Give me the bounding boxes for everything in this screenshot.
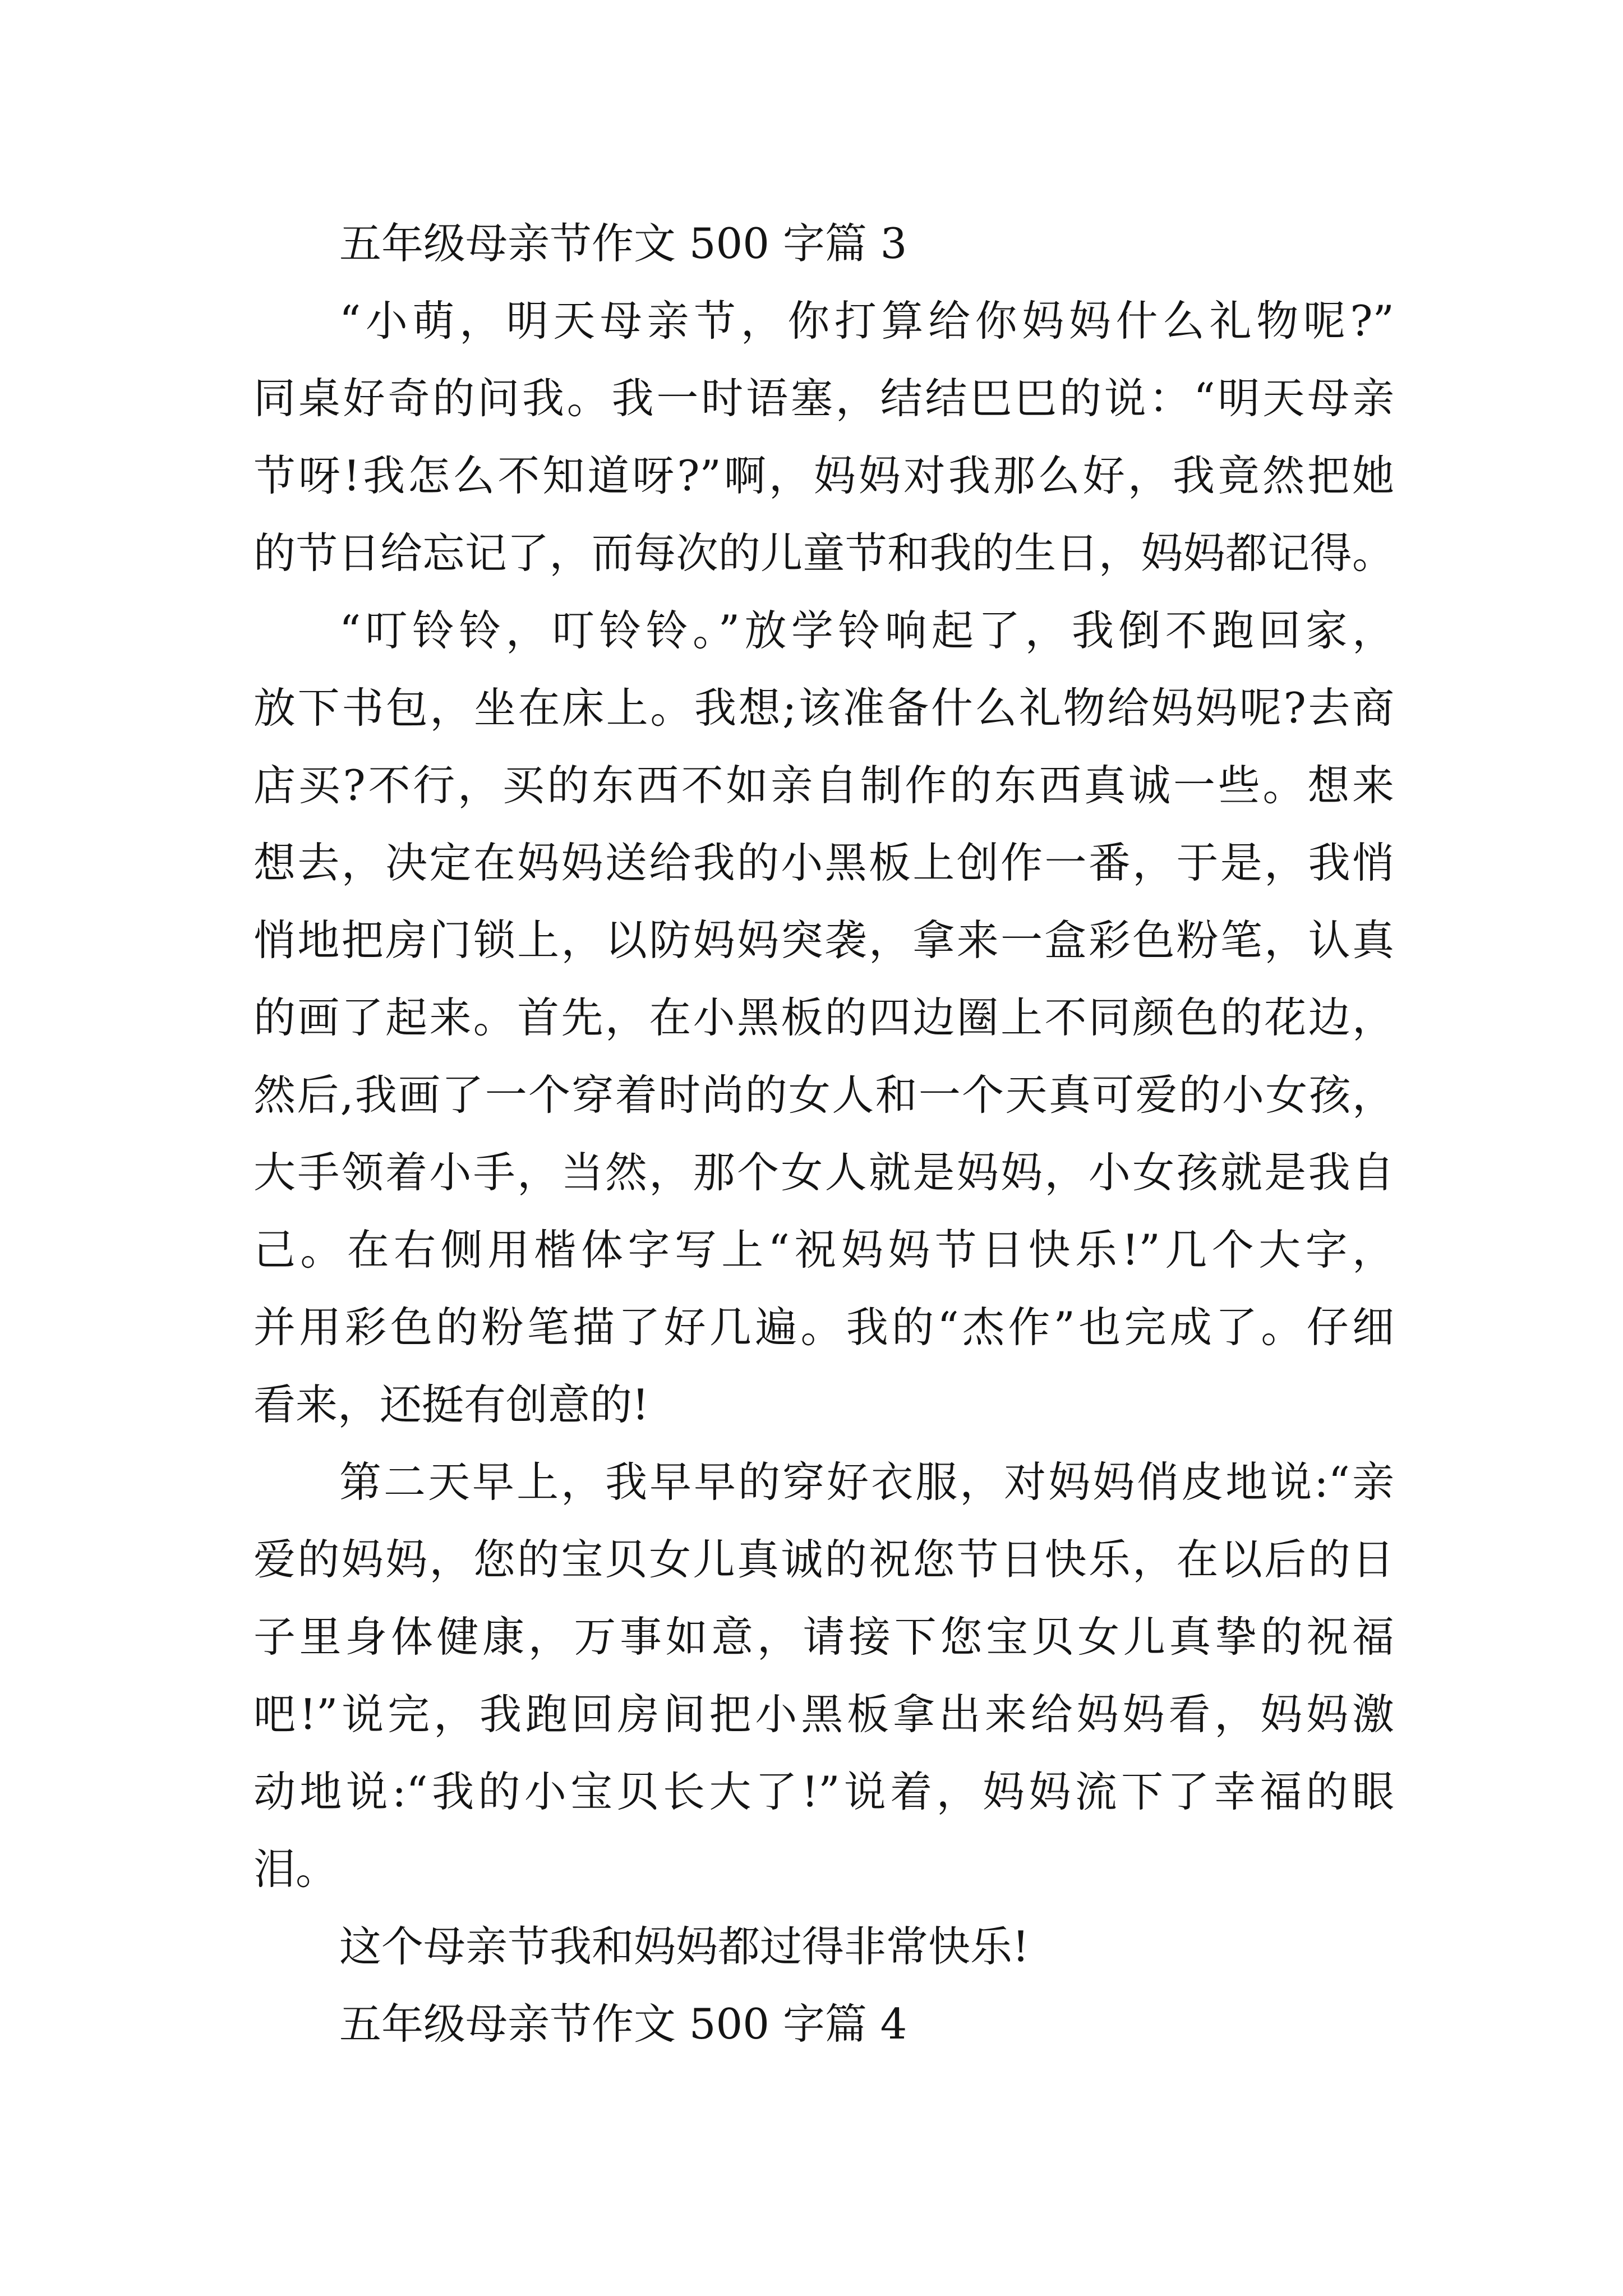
paragraph-line: “小萌，明天母亲节，你打算给你妈妈什么礼物呢?” (339, 296, 1394, 346)
paragraph-line: 店买?不行，买的东西不如亲自制作的东西真诚一些。想来 (253, 761, 1394, 810)
paragraph-line: 同桌好奇的问我。我一时语塞，结结巴巴的说：“明天母亲 (253, 374, 1394, 423)
paragraph-line: 第二天早上，我早早的穿好衣服，对妈妈俏皮地说:“亲 (339, 1457, 1394, 1507)
paragraph-line: 的画了起来。首先，在小黑板的四边圈上不同颜色的花边， (253, 993, 1394, 1042)
paragraph-line: 己。在右侧用楷体字写上“祝妈妈节日快乐!”几个大字， (253, 1225, 1394, 1274)
paragraph-line: 泪。 (253, 1844, 338, 1894)
essay-section (253, 1985, 1394, 2063)
paragraph-line: 并用彩色的粉笔描了好几遍。我的“杰作”也完成了。仔细 (253, 1303, 1394, 1352)
paragraph-line: 动地说:“我的小宝贝长大了!”说着，妈妈流下了幸福的眼 (253, 1767, 1394, 1816)
paragraph-line: 看来，还挺有创意的! (253, 1380, 649, 1429)
paragraph-line: 这个母亲节我和妈妈都过得非常快乐! (339, 1922, 1030, 1971)
essay-section (253, 205, 1394, 1985)
paragraph-line: 悄地把房门锁上，以防妈妈突袭，拿来一盒彩色粉笔，认真 (253, 915, 1394, 965)
paragraph-line: 节呀!我怎么不知道呀?”啊，妈妈对我那么好，我竟然把她 (253, 451, 1394, 500)
paragraph (253, 1908, 1394, 1985)
paragraph-line: 大手领着小手，当然，那个女人就是妈妈，小女孩就是我自 (253, 1148, 1394, 1197)
paragraph-line: 想去，决定在妈妈送给我的小黑板上创作一番，于是，我悄 (253, 838, 1394, 887)
paragraph-line: “叮铃铃，叮铃铃。”放学铃响起了，我倒不跑回家， (339, 606, 1394, 655)
paragraph (253, 1443, 1394, 1908)
section-heading: 五年级母亲节作文 500 字篇 3 (339, 219, 907, 268)
paragraph-line: 然后,我画了一个穿着时尚的女人和一个天真可爱的小女孩， (253, 1070, 1394, 1120)
paragraph-line: 吧!”说完，我跑回房间把小黑板拿出来给妈妈看，妈妈激 (253, 1690, 1394, 1739)
paragraph-line: 放下书包，坐在床上。我想;该准备什么礼物给妈妈呢?去商 (253, 683, 1394, 733)
section-heading: 五年级母亲节作文 500 字篇 4 (339, 1999, 907, 2049)
paragraph (253, 282, 1394, 592)
paragraph (253, 592, 1394, 1443)
document-body (253, 205, 1394, 2063)
paragraph-line: 子里身体健康，万事如意，请接下您宝贝女儿真挚的祝福 (253, 1612, 1394, 1662)
paragraph-line: 的节日给忘记了，而每次的儿童节和我的生日，妈妈都记得。 (253, 528, 1394, 578)
paragraph-line: 爱的妈妈，您的宝贝女儿真诚的祝您节日快乐，在以后的日 (253, 1535, 1394, 1584)
